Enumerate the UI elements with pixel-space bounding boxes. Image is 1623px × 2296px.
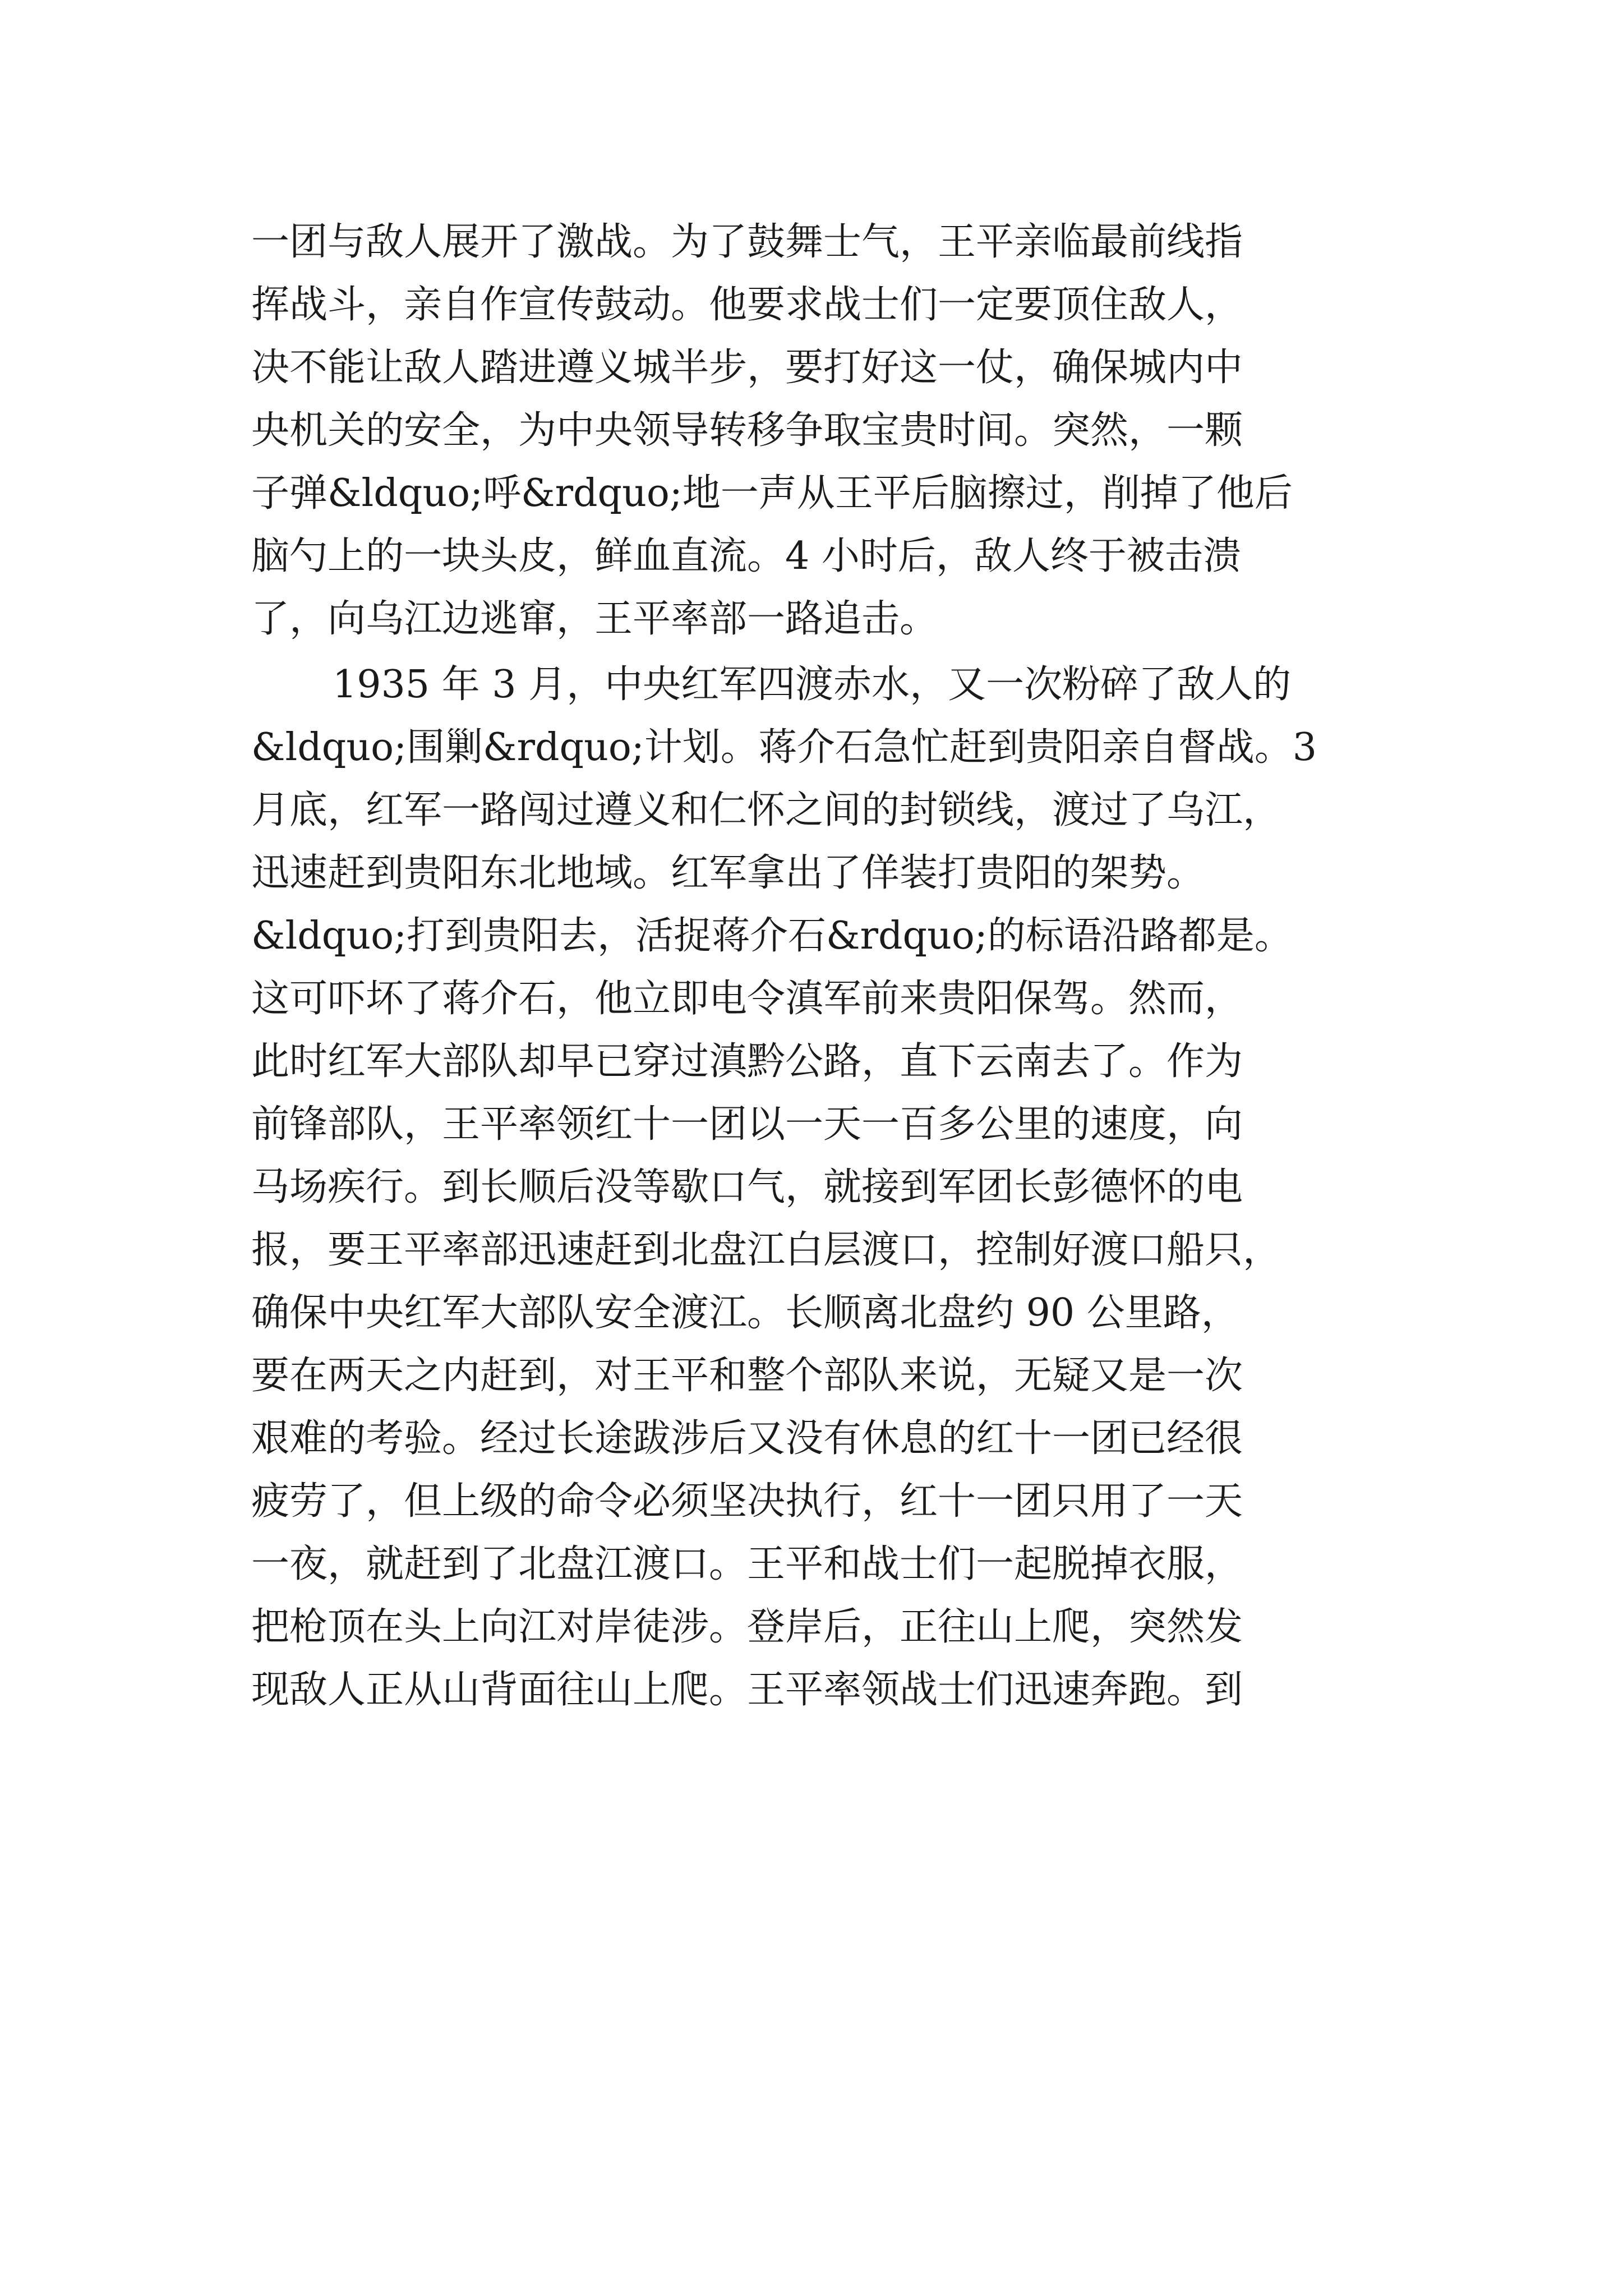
- text-line: 确保中央红军大部队安全渡江。长顺离北盘约 90 公里路，: [251, 1291, 1239, 1335]
- text-line: 月底，红军一路闯过遵义和仁怀之间的封锁线，渡过了乌江，: [251, 788, 1281, 832]
- text-line: 挥战斗，亲自作宣传鼓动。他要求战士们一定要顶住敌人，: [251, 283, 1243, 327]
- text-line: 迅速赶到贵阳东北地域。红军拿出了佯装打贵阳的架势。: [251, 851, 1205, 895]
- text-line: &ldquo;打到贵阳去，活捉蒋介石&rdquo;的标语沿路都是。: [251, 914, 1293, 958]
- text-line: 艰难的考验。经过长途跋涉后又没有休息的红十一团已经很: [251, 1416, 1243, 1461]
- text-line: 脑勺上的一块头皮，鲜血直流。4 小时后，敌人终于被击溃: [251, 534, 1241, 578]
- text-line: 决不能让敌人踏进遵义城半步，要打好这一仗，确保城内中: [251, 346, 1243, 390]
- text-line: 央机关的安全，为中央领导转移争取宝贵时间。突然，一颗: [251, 408, 1243, 453]
- text-line: 此时红军大部队却早已穿过滇黔公路，直下云南去了。作为: [251, 1039, 1243, 1084]
- text-line: 报，要王平率部迅速赶到北盘江白层渡口，控制好渡口船只，: [251, 1228, 1281, 1272]
- text-line: 现敌人正从山背面往山上爬。王平率领战士们迅速奔跑。到: [251, 1668, 1243, 1712]
- text-line: 一团与敌人展开了激战。为了鼓舞士气，王平亲临最前线指: [251, 220, 1243, 264]
- text-line: 疲劳了，但上级的命令必须坚决执行，红十一团只用了一天: [251, 1479, 1243, 1524]
- text-line: 一夜，就赶到了北盘江渡口。王平和战士们一起脱掉衣服，: [251, 1542, 1243, 1586]
- text-line: 这可吓坏了蒋介石，他立即电令滇军前来贵阳保驾。然而，: [251, 977, 1243, 1021]
- text-line: 把枪顶在头上向江对岸徒涉。登岸后，正往山上爬，突然发: [251, 1605, 1243, 1649]
- text-line: 子弹&ldquo;呼&rdquo;地一声从王平后脑擦过，削掉了他后: [251, 471, 1293, 516]
- text-line: 要在两天之内赶到，对王平和整个部队来说，无疑又是一次: [251, 1354, 1243, 1398]
- text-line: 马场疾行。到长顺后没等歇口气，就接到军团长彭德怀的电: [251, 1165, 1243, 1209]
- text-line: 前锋部队，王平率领红十一团以一天一百多公里的速度，向: [251, 1102, 1243, 1147]
- text-line: &ldquo;围剿&rdquo;计划。蒋介石急忙赶到贵阳亲自督战。3: [251, 725, 1317, 770]
- text-line: 了，向乌江边逃窜，王平率部一路追击。: [251, 597, 938, 641]
- text-line-paragraph-start: 1935 年 3 月，中央红军四渡赤水，又一次粉碎了敌人的: [333, 662, 1292, 707]
